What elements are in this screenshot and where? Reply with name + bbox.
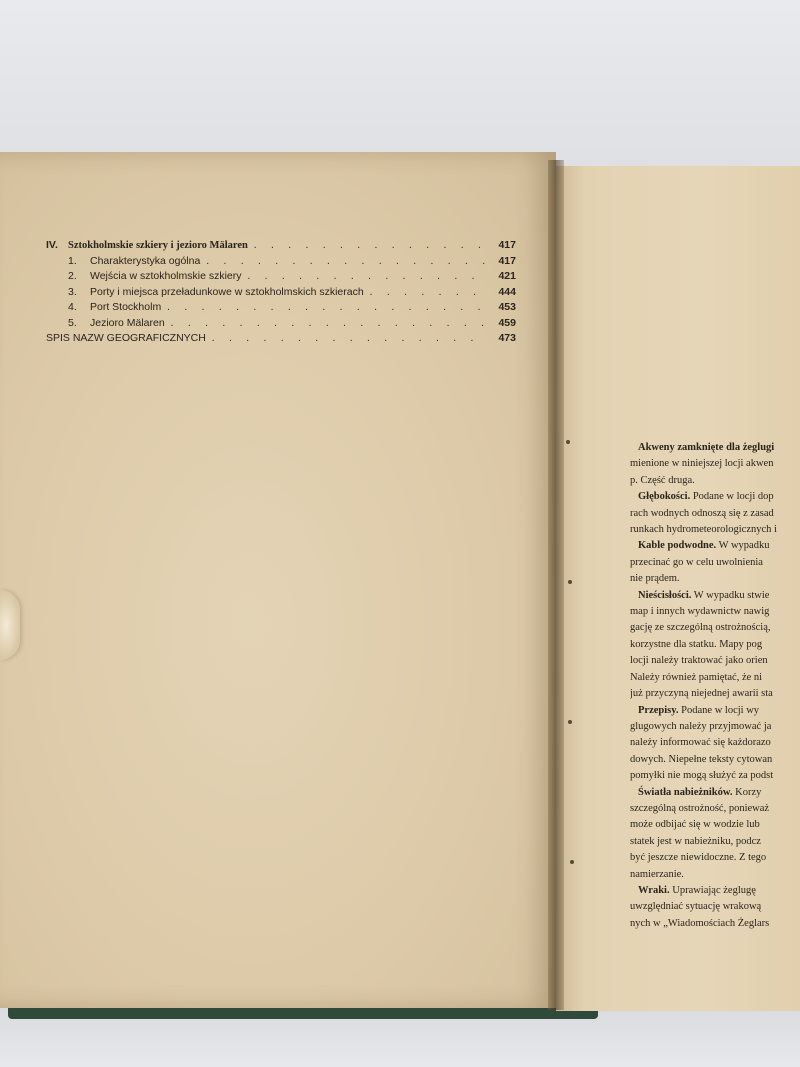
toc-leader-dots xyxy=(212,331,488,347)
toc-entry-number: 4. xyxy=(68,301,77,313)
toc-entry-number: 5. xyxy=(68,316,77,329)
toc-entry xyxy=(46,238,516,254)
text-line xyxy=(630,686,800,702)
paragraph-heading: Głębokości. xyxy=(638,491,691,503)
text-line xyxy=(630,473,800,489)
toc-entry-number: IV. xyxy=(46,239,58,251)
text-line xyxy=(630,801,800,817)
binding-hole xyxy=(568,580,572,584)
toc-leader-dots xyxy=(171,316,488,332)
line-text: glugowych należy przyjmować ja xyxy=(630,720,772,732)
line-text: nie prądem. xyxy=(630,573,680,585)
table-of-contents xyxy=(46,238,516,347)
line-text: statek jest w nabieżniku, podcz xyxy=(630,835,761,847)
line-text: należy informować się każdorazo xyxy=(630,737,771,749)
text-line xyxy=(630,719,800,735)
text-line xyxy=(630,620,800,636)
toc-entry-page: 417 xyxy=(498,254,516,267)
toc-entry-page: 444 xyxy=(498,285,516,298)
text-line xyxy=(630,817,800,833)
line-text: Uprawiając żeglugę xyxy=(669,884,756,896)
paragraph-heading: Światła nabieżników. xyxy=(638,786,733,798)
toc-entry xyxy=(46,269,516,285)
paragraph-heading: Nieścisłości. xyxy=(638,589,692,601)
text-line xyxy=(630,899,800,915)
line-text: p. Część druga. xyxy=(630,474,695,486)
text-line xyxy=(630,456,800,472)
text-line xyxy=(630,735,800,751)
toc-entry xyxy=(46,254,516,270)
toc-entry-page: 421 xyxy=(498,270,516,282)
line-text: dowych. Niepełne teksty cytowan xyxy=(630,753,773,765)
line-text: Korzy xyxy=(732,786,762,798)
toc-entry-page: 417 xyxy=(498,239,516,251)
text-line xyxy=(630,916,800,932)
binding-hole xyxy=(568,720,572,724)
toc-entry-number: 2. xyxy=(68,270,77,282)
toc-entry-label: Jezioro Mälaren xyxy=(90,316,165,329)
toc-entry-label: SPIS NAZW GEOGRAFICZNYCH xyxy=(46,332,206,344)
toc-entry xyxy=(46,300,516,316)
line-text: rach wodnych odnoszą się z zasad xyxy=(630,507,774,519)
text-line xyxy=(630,768,800,784)
paragraph-heading: Akweny zamknięte dla żeglugi xyxy=(638,442,775,453)
text-line xyxy=(630,850,800,866)
text-line xyxy=(630,555,800,571)
paragraph-heading: Przepisy. xyxy=(638,704,679,716)
line-text: map i innych wydawnictw nawig xyxy=(630,606,770,618)
text-line xyxy=(630,883,800,899)
paragraph-heading: Kable podwodne. xyxy=(638,540,717,552)
text-line xyxy=(630,703,800,719)
toc-entry-page: 473 xyxy=(498,332,516,344)
text-line xyxy=(630,637,800,653)
toc-entry-label: Wejścia w sztokholmskie szkiery xyxy=(90,270,242,282)
line-text: Należy również pamiętać, że ni xyxy=(630,671,763,683)
background-top xyxy=(0,0,800,170)
text-line xyxy=(630,588,800,604)
text-line xyxy=(630,785,800,801)
text-line xyxy=(630,752,800,768)
line-text: już przyczyną niejednej awarii sta xyxy=(630,688,773,700)
right-page-text xyxy=(630,440,800,932)
toc-entry-number: 1. xyxy=(68,254,77,267)
toc-entry-number: 3. xyxy=(68,285,77,298)
line-text: W wypadku xyxy=(716,540,770,552)
toc-entry xyxy=(46,316,516,332)
line-text: korzystne dla statku. Mapy pog xyxy=(630,638,763,650)
text-line xyxy=(630,670,800,686)
toc-entry-label: Sztokholmskie szkiery i jezioro Mälaren xyxy=(68,240,248,251)
paragraph-heading: Wraki. xyxy=(638,884,670,896)
text-line xyxy=(630,604,800,620)
toc-entry-label: Porty i miejsca przeładunkowe w sztokholmskich szkierach xyxy=(90,285,364,298)
line-text: namierzanie. xyxy=(630,868,684,880)
line-text: runkach hydrometeorologicznych i xyxy=(630,524,777,536)
binding-hole xyxy=(570,860,574,864)
toc-leader-dots xyxy=(370,285,488,301)
toc-leader-dots xyxy=(254,238,488,254)
toc-entry xyxy=(46,331,516,347)
line-text: Podane w locji dop xyxy=(690,491,774,503)
text-line xyxy=(630,440,800,456)
text-line xyxy=(630,489,800,505)
line-text: szczególną ostrożność, ponieważ xyxy=(630,802,770,814)
toc-entry-page: 459 xyxy=(498,316,516,329)
line-text: przecinać go w celu uwolnienia xyxy=(630,556,763,568)
line-text: locji należy traktować jako orien xyxy=(630,655,768,667)
binding-hole xyxy=(566,440,570,444)
line-text: Podane w locji wy xyxy=(678,704,760,716)
text-line xyxy=(630,867,800,883)
line-text: być jeszcze niewidoczne. Z tego xyxy=(630,852,767,864)
toc-entry-page: 453 xyxy=(498,301,516,313)
toc-leader-dots xyxy=(248,269,488,285)
line-text: mienione w niniejszej locji akwen xyxy=(630,458,774,470)
line-text: może odbijać się w wodzie lub xyxy=(630,819,760,831)
text-line xyxy=(630,571,800,587)
line-text: gację ze szczególną ostrożnością, xyxy=(630,622,771,634)
toc-leader-dots xyxy=(206,254,488,270)
toc-entry-label: Charakterystyka ogólna xyxy=(90,254,201,267)
line-text: uwzględniać sytuację wrakową xyxy=(630,901,762,913)
toc-leader-dots xyxy=(167,300,488,316)
page-stain xyxy=(0,590,20,660)
toc-entry-label: Port Stockholm xyxy=(90,301,162,313)
book-spine-gutter xyxy=(548,160,564,1010)
text-line xyxy=(630,653,800,669)
line-text: nych w „Wiadomościach Żeglars xyxy=(630,917,770,929)
line-text: pomyłki nie mogą służyć za podst xyxy=(630,770,774,782)
line-text: W wypadku stwie xyxy=(691,589,770,601)
text-line xyxy=(630,522,800,538)
text-line xyxy=(630,834,800,850)
text-line xyxy=(630,506,800,522)
text-line xyxy=(630,538,800,554)
toc-entry xyxy=(46,285,516,301)
